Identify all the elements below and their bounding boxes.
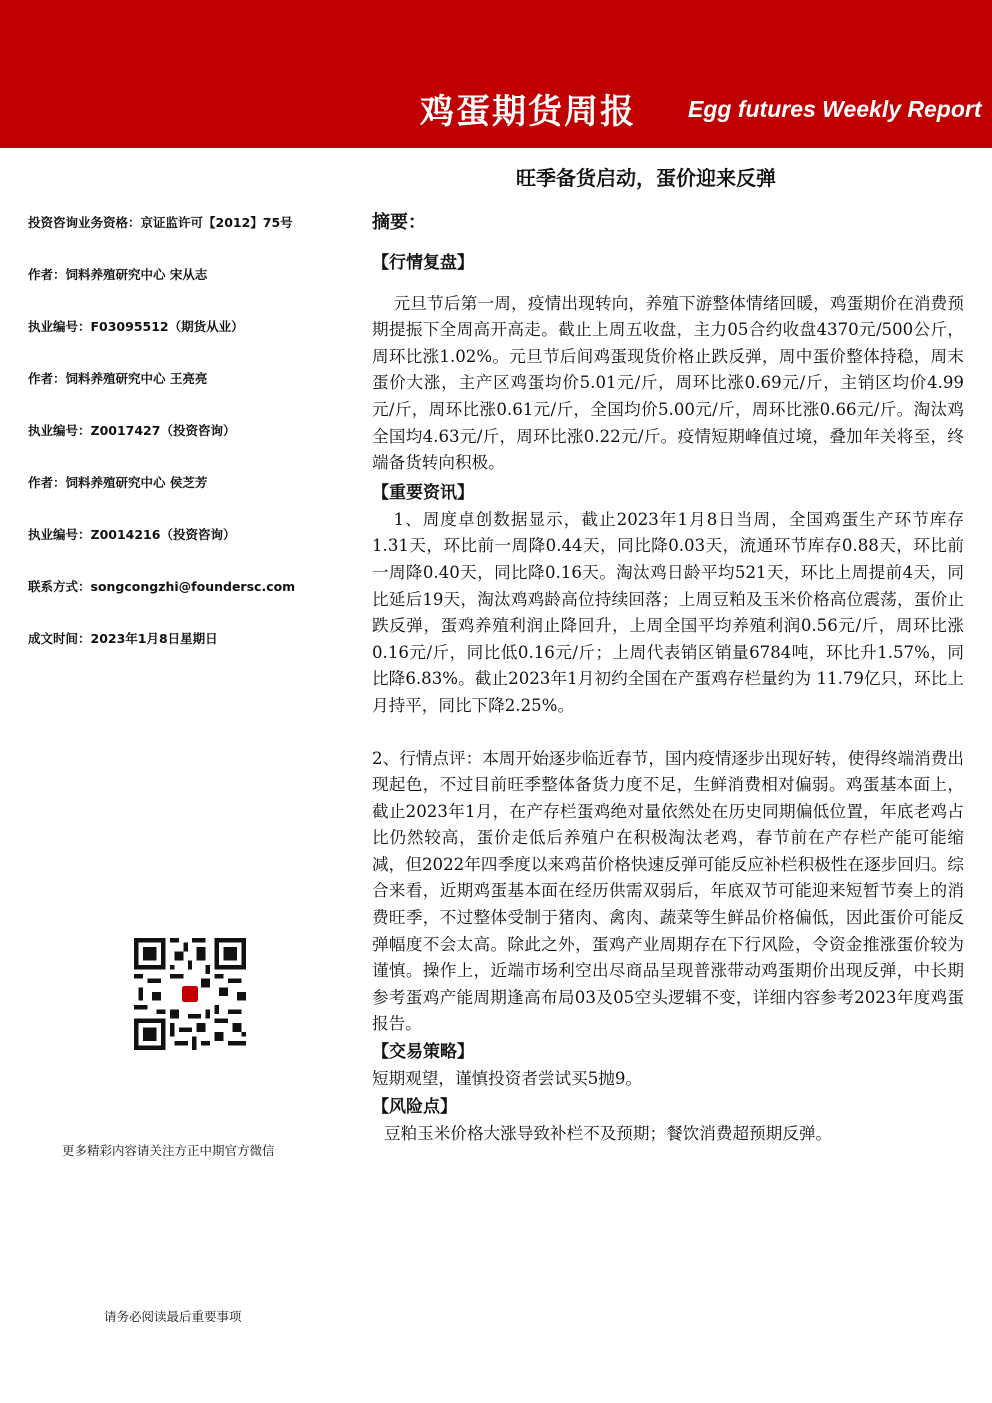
market-comment-text: 2、行情点评：本周开始逐步临近春节，国内疫情逐步出现好转，使得终端消费出现起色，不过目前旺季整体备货力度不足，生鲜消费相对偏弱。鸡蛋基本面上，截止2023年1月，在产存栏蛋鸡绝对量依然处在历史同期偏低位置，年底老鸡占比仍然较高，蛋价走低后养殖户在积极淘汰老鸡，春节前在产存栏产能可能缩减，但2022年四季度以来鸡苗价格快速反弹可能反应补栏积极性在逐步回归。综合来看，近期鸡蛋基本面在经历供需双弱后，年底双节可能迎来短暂节奏上的消费旺季，不过整体受制于猪肉、禽肉、蔬菜等生鲜品价格偏低，因此蛋价可能反弹幅度不会太高。除此之外，蛋鸡产业周期存在下行风险，令资金推涨蛋价较为谨慎。操作上，近端市场利空出尽商品呈现普涨带动鸡蛋期价出现反弹，中长期参考蛋鸡产能周期逢高布局03及05空头逻辑不变，详细内容参考2023年度鸡蛋报告。	[372, 748, 964, 1034]
author-1: 作者：饲料养殖研究中心 宋从志	[28, 267, 208, 282]
section-important-news: 【重要资讯】	[372, 482, 474, 503]
header-banner	[0, 0, 992, 148]
report-body	[372, 210, 964, 1147]
registration-1: 执业编号：F03095512（期货从业）	[28, 319, 244, 334]
disclaimer-note: 请务必阅读最后重要事项	[104, 1309, 242, 1324]
contact-info: 联系方式：songcongzhi@foundersc.com	[28, 579, 296, 594]
report-title-cn: 鸡蛋期货周报	[420, 92, 636, 132]
risk-text: 豆粕玉米价格大涨导致补栏不及预期；餐饮消费超预期反弹。	[384, 1123, 833, 1143]
section-trading-strategy: 【交易策略】	[372, 1042, 474, 1063]
document-title: 旺季备货启动，蛋价迎来反弹	[516, 166, 776, 190]
news-text: 1、周度卓创数据显示，截止2023年1月8日当周，全国鸡蛋生产环节库存1.31天，环比前一周降0.44天，同比降0.03天，流通环节库存0.88天，环比前一周降0.40天，同比降0.16天。淘汰鸡日龄平均521天，环比上周提前4天，同比延后19天，淘汰鸡鸡龄高位持续回落；上周豆粕及玉米价格高位震荡，蛋价止跌反弹，蛋鸡养殖利润止降回升，上周全国平均养殖利润0.56元/斤，周环比涨0.16元/斤，同比低0.16元/斤；上周代表销区销量6784吨，环比升1.57%，同比降6.83%。截止2023年1月初约全国在产蛋鸡存栏量约为 11.79亿只，环比上月持平，同比下降2.25%。	[372, 509, 964, 715]
author-2: 作者：饲料养殖研究中心 王亮亮	[28, 371, 208, 386]
report-date: 成文时间：2023年1月8日星期日	[28, 631, 218, 646]
market-review-text: 元旦节后第一周，疫情出现转向，养殖下游整体情绪回暖，鸡蛋期价在消费预期提振下全周高开高走。截止上周五收盘，主力05合约收盘4370元/500公斤，周环比涨1.02%。元旦节后间鸡蛋现货价格止跌反弹，周中蛋价整体持稳，周末蛋价大涨，主产区鸡蛋均价5.01元/斤，周环比涨0.69元/斤，主销区均价4.99元/斤，周环比涨0.61元/斤，全国均价5.00元/斤，周环比涨0.66元/斤。淘汰鸡全国均4.63元/斤，周环比涨0.22元/斤。疫情短期峰值过境，叠加年关将至，终端备货转向积极。	[372, 293, 964, 473]
license-info: 投资咨询业务资格：京证监许可【2012】75号	[28, 215, 293, 230]
summary-heading: 摘要：	[372, 212, 426, 233]
registration-2: 执业编号：Z0017427（投资咨询）	[28, 423, 236, 438]
author-3: 作者：饲料养殖研究中心 侯芝芳	[28, 475, 208, 490]
section-risk: 【风险点】	[372, 1096, 457, 1117]
wechat-follow-note: 更多精彩内容请关注方正中期官方微信	[62, 1143, 275, 1158]
strategy-text: 短期观望，谨慎投资者尝试买5抛9。	[372, 1069, 643, 1089]
section-market-review: 【行情复盘】	[372, 252, 474, 273]
report-title-en: Egg futures Weekly Report	[688, 96, 982, 122]
wechat-qr-code-icon	[134, 938, 246, 1050]
registration-3: 执业编号：Z0014216（投资咨询）	[28, 527, 236, 542]
